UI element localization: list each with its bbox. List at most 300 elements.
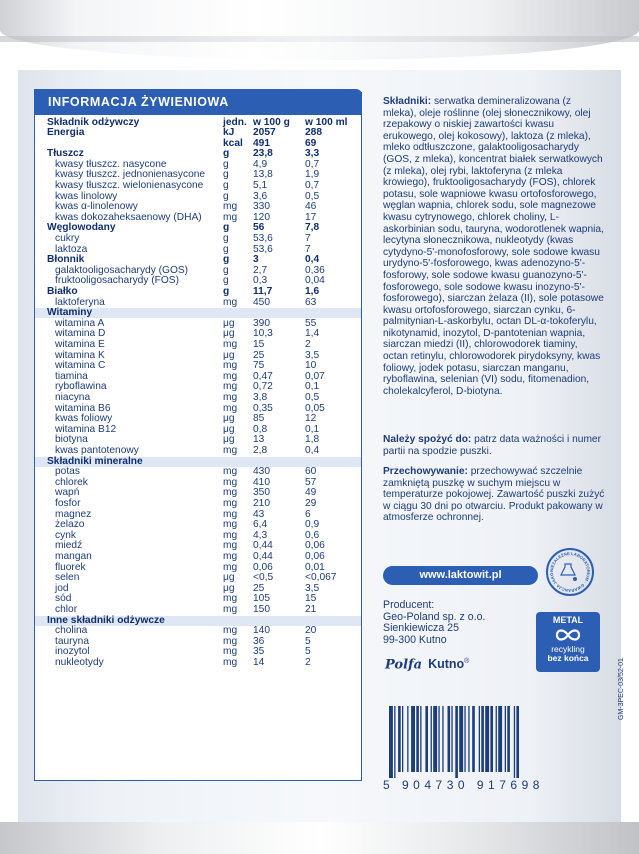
table-row — [35, 287, 361, 297]
table-row — [35, 340, 361, 350]
nutrient-unit: mg — [223, 466, 238, 478]
value-per-100ml: 6 — [305, 508, 311, 520]
producer-label: Producent: — [383, 599, 435, 611]
nutrient-name: kwasy tłuszcz. jednonienasycone — [55, 169, 206, 181]
barcode-number: 5 904730 917698 — [383, 778, 544, 792]
value-per-100ml: 21 — [305, 604, 317, 615]
value-per-100ml: 7 — [305, 243, 311, 255]
table-row — [35, 404, 361, 414]
storage-text — [383, 466, 605, 524]
nutrient-unit: μg — [223, 434, 235, 446]
table-row — [35, 382, 361, 392]
value-per-100ml: 69 — [305, 137, 317, 149]
nutrient-name: chlorek — [55, 476, 88, 488]
value-per-100ml: 5 — [305, 635, 311, 647]
value-per-100g: 35 — [253, 646, 265, 658]
table-row — [35, 213, 361, 223]
barcode-bar — [389, 706, 393, 778]
table-row — [35, 351, 361, 361]
nutrient-name: witamina K — [55, 349, 105, 361]
value-per-100g: 0,72 — [253, 381, 273, 393]
nutrient-name: kwas α-linolenowy — [55, 201, 138, 213]
nutrient-name: kwas foliowy — [55, 413, 113, 425]
value-per-100ml: 0,01 — [305, 561, 325, 573]
producer-city: 99-300 Kutno — [383, 633, 447, 646]
value-per-100ml: 0,1 — [305, 423, 320, 435]
table-row — [35, 181, 361, 191]
barcode-bar — [438, 706, 439, 772]
table-row — [35, 170, 361, 180]
header-nutrient: Składnik odżywczy — [47, 117, 140, 128]
barcode-bar — [448, 706, 451, 772]
nutrient-name: Witaminy — [47, 307, 93, 319]
nutrient-name: laktoza — [55, 243, 88, 255]
value-per-100ml: 0,4 — [305, 254, 320, 266]
table-row — [35, 584, 361, 594]
nutrient-unit: mg — [223, 487, 238, 499]
value-per-100g: 2057 — [253, 127, 276, 138]
value-per-100g: 410 — [253, 476, 270, 488]
svg-text:NIEZALEŻNE LABORATORIUM · GWAR — [548, 550, 591, 593]
nutrient-unit: mg — [223, 296, 238, 308]
brand-polfa: Polfa — [385, 657, 423, 673]
barcode-bar — [398, 706, 401, 772]
value-per-100g: 430 — [253, 466, 270, 478]
nutrient-unit: mg — [223, 561, 238, 573]
barcode-bar — [411, 706, 415, 772]
barcode-bar — [490, 706, 493, 772]
nutrient-name: cynk — [55, 529, 76, 541]
barcode-bar — [407, 706, 408, 772]
nutrient-unit: mg — [223, 519, 238, 531]
value-per-100g: 3,8 — [253, 392, 268, 403]
value-per-100g: 350 — [253, 487, 270, 499]
can-top-rim — [0, 0, 639, 60]
value-per-100g: 13 — [253, 434, 265, 446]
lab-seal-text: NIEZALEŻNE LABORATORIUM · GWARANCJA JAKO — [548, 550, 592, 594]
barcode-bar — [420, 706, 421, 772]
nutrient-unit: g — [223, 254, 230, 266]
value-per-100g: 210 — [253, 498, 270, 509]
nutrient-name: witamina D — [55, 328, 106, 340]
value-per-100g: 4,9 — [253, 158, 268, 170]
barcode-bar — [505, 706, 506, 772]
value-per-100ml: 1,4 — [305, 328, 320, 340]
header-unit: jedn. — [223, 117, 247, 128]
nutrient-name: witamina A — [55, 317, 105, 329]
table-row — [35, 202, 361, 212]
barcode-bar — [431, 706, 432, 772]
value-per-100g: 150 — [253, 604, 270, 615]
table-row — [35, 255, 361, 265]
value-per-100g: 10,3 — [253, 328, 273, 340]
value-per-100g: 3 — [253, 254, 259, 266]
value-per-100ml: 1,8 — [305, 434, 320, 446]
nutrition-table-title: INFORMACJA ŻYWIENIOWA — [34, 89, 362, 115]
table-row — [35, 467, 361, 477]
table-row — [35, 319, 361, 329]
producer-street: Sienkiewicza 25 — [383, 622, 459, 635]
nutrient-unit: g — [223, 190, 229, 202]
nutrient-name: chlor — [55, 604, 78, 615]
best-before-value: patrz data ważności i numer partii na spodzie puszki. — [383, 434, 601, 457]
table-row — [35, 531, 361, 541]
table-row — [35, 149, 361, 159]
table-row — [35, 594, 361, 604]
nutrient-name: laktoferyna — [55, 296, 105, 308]
nutrient-unit: mg — [223, 445, 238, 456]
barcode-bar — [425, 706, 428, 772]
can-bottom-rim — [0, 822, 639, 854]
table-row — [35, 541, 361, 551]
infinity-icon — [553, 627, 583, 643]
nutrient-unit: kJ — [223, 127, 235, 138]
table-row — [35, 414, 361, 424]
table-row — [35, 552, 361, 562]
table-row — [35, 563, 361, 573]
table-row — [35, 637, 361, 647]
nutrient-name: selen — [55, 572, 80, 584]
storage-value: przechowywać szczelnie zamkniętą puszkę w suchym miejscu w temperaturze pokojowej. Zawartość puszki zużyć w ciągu 30 dni po otwarciu. Produkt pakowany w atmosferze ochronnej. — [383, 466, 605, 524]
nutrient-unit: μg — [223, 423, 235, 435]
barcode-bar — [451, 706, 452, 772]
table-row — [35, 298, 361, 308]
barcode-bar — [496, 706, 497, 772]
value-per-100g: 6,4 — [253, 519, 268, 531]
barcode-bar — [455, 706, 458, 778]
nutrient-unit: g — [223, 275, 229, 287]
metal-badge-line1: recykling — [551, 644, 585, 654]
table-row — [35, 361, 361, 371]
nutrient-unit: μg — [223, 413, 235, 425]
value-per-100g: 0,35 — [253, 402, 273, 414]
value-per-100g: 23,8 — [253, 148, 273, 160]
nutrient-name: ryboflawina — [55, 381, 107, 393]
value-per-100ml: 0,07 — [305, 370, 325, 382]
nutrient-unit: g — [223, 222, 230, 234]
nutrient-name: biotyna — [55, 434, 88, 446]
value-per-100ml: 55 — [305, 317, 317, 329]
value-per-100ml: 7 — [305, 233, 311, 244]
table-row — [35, 510, 361, 520]
nutrient-name: witamina E — [55, 339, 105, 350]
value-per-100g: 105 — [253, 593, 270, 605]
table-row — [35, 520, 361, 530]
table-row — [35, 234, 361, 244]
value-per-100g: 140 — [253, 625, 270, 637]
value-per-100g: 390 — [253, 317, 270, 329]
table-row — [35, 372, 361, 382]
value-per-100g: 25 — [253, 582, 265, 594]
nutrient-unit: g — [223, 243, 229, 255]
table-row — [35, 435, 361, 445]
nutrient-name: inozytol — [55, 646, 90, 658]
producer-name: Geo-Poland sp. z o.o. — [383, 610, 486, 623]
table-row — [35, 658, 361, 668]
metal-badge-title: METAL — [552, 615, 584, 625]
nutrient-unit: mg — [223, 476, 238, 488]
nutrient-name: mangan — [55, 551, 92, 562]
nutrient-unit: mg — [223, 635, 238, 647]
nutrient-name: Składniki mineralne — [47, 455, 143, 467]
table-section-header — [35, 616, 361, 626]
nutrient-name: witamina C — [55, 360, 106, 372]
nutrient-name: Tłuszcz — [47, 148, 84, 160]
value-per-100ml: <0,067 — [305, 572, 337, 584]
lab-quality-seal-icon — [546, 548, 594, 596]
nutrient-unit: mg — [223, 498, 238, 509]
value-per-100g: 330 — [253, 201, 270, 213]
side-production-code — [616, 620, 628, 720]
ingredients-label: Składniki: — [383, 96, 432, 107]
value-per-100ml: 0,5 — [305, 392, 320, 403]
nutrient-name: Węglowodany — [47, 222, 116, 234]
brand-logo — [385, 656, 469, 671]
value-per-100ml: 0,1 — [305, 381, 320, 393]
nutrient-name: kwas pantotenowy — [55, 445, 139, 456]
barcode-bar — [394, 706, 395, 778]
nutrient-unit: mg — [223, 540, 238, 552]
nutrient-unit: mg — [223, 360, 238, 372]
storage-label: Przechowywanie: — [383, 466, 468, 477]
nutrient-name: witamina B6 — [55, 402, 111, 414]
nutrient-unit: mg — [223, 211, 238, 223]
nutrient-unit: mg — [223, 625, 238, 637]
barcode-bar — [459, 706, 463, 772]
barcode-bar — [464, 706, 465, 772]
value-per-100g: 5,1 — [253, 180, 268, 191]
table-row — [35, 573, 361, 583]
nutrient-name: potas — [55, 466, 80, 478]
value-per-100ml: 3,3 — [305, 148, 320, 160]
value-per-100g: 56 — [253, 222, 265, 234]
value-per-100ml: 0,7 — [305, 180, 320, 191]
nutrient-unit: mg — [223, 657, 238, 668]
value-per-100ml: 0,36 — [305, 264, 325, 276]
table-row — [35, 499, 361, 509]
table-row — [35, 478, 361, 488]
table-row — [35, 605, 361, 615]
website-link[interactable]: www.laktowit.pl — [383, 566, 538, 585]
value-per-100g: 2,8 — [253, 445, 268, 456]
value-per-100ml: 20 — [305, 625, 317, 637]
nutrient-unit: mg — [223, 370, 238, 382]
nutrient-unit: mg — [223, 339, 238, 350]
value-per-100ml: 0,5 — [305, 190, 320, 202]
barcode-bar — [468, 706, 469, 772]
table-row — [35, 446, 361, 456]
nutrient-unit: mg — [223, 593, 238, 605]
value-per-100ml: 0,06 — [305, 551, 325, 562]
table-row — [35, 329, 361, 339]
value-per-100g: 120 — [253, 211, 270, 223]
value-per-100ml: 0,6 — [305, 529, 320, 541]
value-per-100g: 0,47 — [253, 370, 273, 382]
nutrient-unit: μg — [223, 572, 235, 584]
producer-info — [383, 600, 523, 646]
value-per-100ml: 0,04 — [305, 275, 325, 287]
table-section-header — [35, 457, 361, 467]
nutrient-name: tauryna — [55, 635, 89, 647]
value-per-100ml: 46 — [305, 201, 317, 213]
nutrient-unit: mg — [223, 381, 238, 393]
side-code-text: GM-3PEC-03/52-01 — [618, 658, 625, 720]
value-per-100ml: 0,05 — [305, 402, 325, 414]
value-per-100g: 3,6 — [253, 190, 268, 202]
value-per-100g: 13,8 — [253, 169, 273, 181]
nutrient-unit: mg — [223, 392, 238, 403]
value-per-100ml: 63 — [305, 296, 317, 308]
nutrient-unit: mg — [223, 508, 238, 520]
barcode-bar — [442, 706, 443, 772]
nutrient-name: tiamina — [55, 370, 88, 382]
table-row — [35, 488, 361, 498]
barcode-bar — [485, 706, 489, 772]
barcode-bar — [481, 706, 484, 772]
barcode-bar — [416, 706, 419, 772]
nutrient-unit: mg — [223, 529, 238, 541]
nutrient-name: fosfor — [55, 498, 81, 509]
table-row — [35, 276, 361, 286]
nutrient-unit: mg — [223, 551, 238, 562]
nutrient-unit: g — [223, 180, 229, 191]
value-per-100ml: 288 — [305, 127, 322, 138]
value-per-100g: 0,3 — [253, 275, 268, 287]
value-per-100g: <0,5 — [253, 572, 274, 584]
best-before-label: Należy spożyć do: — [383, 434, 472, 445]
table-row — [35, 266, 361, 276]
value-per-100g: 53,6 — [253, 243, 273, 255]
nutrient-name: cholina — [55, 625, 88, 637]
barcode-bar — [516, 706, 519, 778]
value-per-100ml: 5 — [305, 646, 311, 658]
value-per-100ml: 1,6 — [305, 286, 320, 297]
value-per-100g: 4,3 — [253, 529, 268, 541]
ingredients-text — [383, 96, 605, 397]
nutrient-name: żelazo — [55, 519, 85, 531]
value-per-100g: 25 — [253, 349, 265, 361]
nutrient-unit: kcal — [223, 137, 243, 149]
nutrient-unit: g — [223, 264, 229, 276]
table-row — [35, 223, 361, 233]
nutrition-table — [34, 92, 362, 781]
value-per-100g: 75 — [253, 360, 265, 372]
value-per-100g: 0,44 — [253, 540, 273, 552]
barcode-bar — [498, 706, 502, 772]
table-row — [35, 626, 361, 636]
nutrient-unit: μg — [223, 349, 235, 361]
value-per-100g: 36 — [253, 635, 265, 647]
nutrient-unit: g — [223, 148, 230, 160]
nutrient-name: wapń — [55, 487, 80, 499]
value-per-100ml: 17 — [305, 211, 317, 223]
barcode-bar — [472, 706, 475, 772]
value-per-100g: 450 — [253, 296, 270, 308]
nutrient-unit: g — [223, 286, 230, 297]
header-per-100ml: w 100 ml — [305, 117, 348, 128]
value-per-100ml: 7,8 — [305, 222, 320, 234]
nutrient-name: kwas dokozaheksaenowy (DHA) — [55, 211, 202, 223]
barcode-bar — [514, 706, 515, 778]
barcode-bar — [402, 706, 403, 772]
nutrient-unit: mg — [223, 646, 238, 658]
table-section-header — [35, 308, 361, 318]
value-per-100g: 85 — [253, 413, 265, 425]
nutrient-name: fruktooligosacharydy (FOS) — [55, 275, 179, 287]
registered-mark: ® — [464, 658, 470, 665]
best-before-text — [383, 434, 605, 457]
value-per-100ml: 0,9 — [305, 519, 320, 531]
value-per-100ml: 15 — [305, 593, 317, 605]
nutrient-unit: μg — [223, 328, 235, 340]
value-per-100g: 0,44 — [253, 551, 273, 562]
value-per-100ml: 29 — [305, 498, 317, 509]
nutrient-name: witamina B12 — [55, 423, 117, 435]
value-per-100g: 53,6 — [253, 233, 273, 244]
table-row — [35, 245, 361, 255]
nutrient-name: sód — [55, 593, 72, 605]
barcode-bar — [479, 706, 480, 772]
value-per-100ml: 1,9 — [305, 169, 320, 181]
value-per-100ml: 49 — [305, 487, 317, 499]
ingredients-list: serwatka demineralizowana (z mleka), oleje roślinne (olej słonecznikowy, olej rzepakowy o niskiej zawartości kwasu erukowego, olej kokosowy), laktoza (z mleka), mleko odtłuszczone, galaktooligosacharydy (GOS, z mleka), koncentrat białek serwatkowych (z mleka), olej rybi, laktoferyna (z mleka krowiego), fruktooligosacharydy (FOS), chlorek potasu, sole wapniowe kwasu ortofosforowego, węglan wapnia, chlorek sodu, sole magnezowe kwasu cytrynowego, chlorek choliny, L-askorbinian sodu, tauryna, wodorotlenek wapnia, lecytyna słonecznikowa, nukleotydy (kwas cytydyno-5'-monofosforowy, sole sodowe kwasu urydyno-5'-fosforowego, kwas adenozyno-5'-fosforowy, sole sodowe kwasu guanozyno-5'-fosforowego, sole sodowe kwasu inozyno-5'-fosforowego), siarczan żelaza (II), sole potasowe kwasu ortofosforowego, siarczan cynku, 6-palmitynian-L-askorbylu, octan DL-α-tokoferylu, nikotynamid, inozytol, D-pantotenian wapnia, siarczan miedzi (II), chlorowodorek tiaminy, octan retinylu, chlorowodorek pirydoksyny, kwas foliowy, jodek potasu, siarczan manganu, ryboflawina, selenian (VI) sodu, fitomenadion, cholekalcyferol, D-biotyna. — [383, 96, 604, 397]
value-per-100g: 0,8 — [253, 423, 268, 435]
nutrient-name: miedź — [55, 540, 83, 552]
barcode-bar — [507, 706, 510, 772]
value-per-100ml: 57 — [305, 476, 317, 488]
value-per-100ml: 2 — [305, 657, 311, 668]
table-row — [35, 128, 361, 138]
value-per-100ml: 12 — [305, 413, 317, 425]
table-row — [35, 393, 361, 403]
nutrient-unit: mg — [223, 604, 238, 615]
value-per-100ml: 0,7 — [305, 158, 320, 170]
nutrient-unit: g — [223, 169, 229, 181]
value-per-100ml: 3,5 — [305, 582, 320, 594]
nutrient-name: magnez — [55, 508, 92, 520]
nutrient-name: galaktooligosacharydy (GOS) — [55, 264, 189, 276]
metal-recycling-badge — [536, 612, 600, 672]
nutrient-unit: mg — [223, 402, 238, 414]
nutrient-unit: g — [223, 158, 229, 170]
nutrient-name: Inne składniki odżywcze — [47, 614, 165, 626]
value-per-100ml: 2 — [305, 339, 311, 350]
table-row — [35, 160, 361, 170]
brand-kutno: Kutno — [428, 657, 465, 672]
value-per-100ml: 60 — [305, 466, 317, 478]
table-row — [35, 192, 361, 202]
value-per-100g: 11,7 — [253, 286, 273, 297]
table-row — [35, 647, 361, 657]
value-per-100g: 0,06 — [253, 561, 273, 573]
value-per-100g: 43 — [253, 508, 265, 520]
nutrient-unit: μg — [223, 582, 235, 594]
nutrient-name: cukry — [55, 233, 80, 244]
nutrient-name: kwas linolowy — [55, 190, 118, 202]
nutrient-name: nukleotydy — [55, 657, 104, 668]
value-per-100ml: 0,06 — [305, 540, 325, 552]
table-row — [35, 425, 361, 435]
value-per-100g: 14 — [253, 657, 265, 668]
nutrient-name: Białko — [47, 286, 78, 297]
nutrient-name: Energia — [47, 127, 85, 138]
barcode — [383, 706, 591, 778]
value-per-100ml: 3,5 — [305, 349, 320, 361]
nutrient-name: niacyna — [55, 392, 91, 403]
nutrient-name: fluorek — [55, 561, 86, 573]
table-row — [35, 139, 361, 149]
nutrient-unit: μg — [223, 317, 235, 329]
